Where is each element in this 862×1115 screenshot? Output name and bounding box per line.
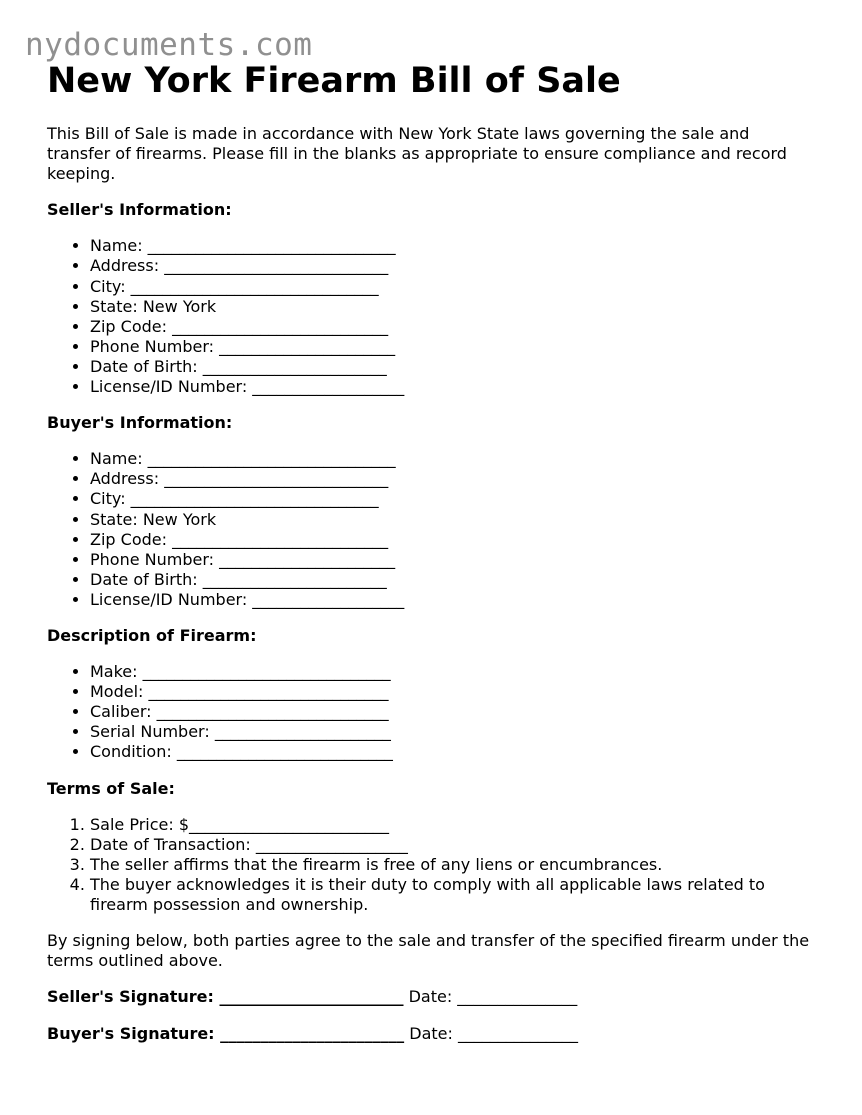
- seller-phone-field: • Phone Number: ______________________: [90, 337, 817, 357]
- watermark: nydocuments.com: [25, 27, 313, 63]
- terms-transaction-date: 2. Date of Transaction: ___________________: [90, 835, 817, 855]
- seller-state-field: • State: New York: [90, 297, 817, 317]
- seller-signature-label: Seller's Signature: _______________________: [47, 987, 404, 1007]
- seller-zip-field: • Zip Code: ___________________________: [90, 317, 817, 337]
- firearm-condition-field: • Condition: ___________________________: [90, 742, 817, 762]
- page-title: New York Firearm Bill of Sale: [47, 61, 621, 101]
- seller-license-field: • License/ID Number: ___________________: [90, 377, 817, 397]
- seller-signature-line: [47, 987, 817, 1007]
- buyer-zip-field: • Zip Code: ___________________________: [90, 530, 817, 550]
- firearm-heading: Description of Firearm:: [47, 625, 257, 645]
- terms-heading: Terms of Sale:: [47, 778, 175, 798]
- intro-paragraph: This Bill of Sale is made in accordance with New York State laws governing the sale and transfer of firearms. Please fill in the blanks as appropriate to ensure compliance and record keeping.: [47, 124, 787, 184]
- terms-buyer-acknowledgement: 4. The buyer acknowledges it is their duty to comply with all applicable laws related to firearm possession and ownership.: [90, 875, 817, 915]
- seller-dob-field: • Date of Birth: _______________________: [90, 357, 817, 377]
- seller-name-field: • Name: _______________________________: [90, 236, 817, 256]
- buyer-state-field: • State: New York: [90, 510, 817, 530]
- buyer-name-field: • Name: _______________________________: [90, 449, 817, 469]
- seller-address-field: • Address: ____________________________: [90, 256, 817, 276]
- buyer-signature-line: [47, 1024, 817, 1044]
- document-body: [47, 124, 817, 1061]
- terms-list: [47, 815, 817, 915]
- buyer-phone-field: • Phone Number: ______________________: [90, 550, 817, 570]
- seller-signature-date: Date: _______________: [403, 987, 578, 1007]
- firearm-fields-list: [47, 662, 817, 762]
- buyer-fields-list: [47, 449, 817, 610]
- buyer-dob-field: • Date of Birth: _______________________: [90, 570, 817, 590]
- firearm-model-field: • Model: ______________________________: [90, 682, 817, 702]
- terms-seller-affirmation: 3. The seller affirms that the firearm is free of any liens or encumbrances.: [90, 855, 817, 875]
- buyer-signature-date: Date: _______________: [404, 1024, 578, 1044]
- buyer-signature-label: Buyer's Signature: _______________________: [47, 1024, 405, 1044]
- buyer-address-field: • Address: ____________________________: [90, 469, 817, 489]
- firearm-caliber-field: • Caliber: _____________________________: [90, 702, 817, 722]
- firearm-serial-field: • Serial Number: ______________________: [90, 722, 817, 742]
- seller-city-field: • City: _______________________________: [90, 277, 817, 297]
- seller-fields-list: [47, 236, 817, 397]
- buyer-city-field: • City: _______________________________: [90, 489, 817, 509]
- terms-sale-price: 1. Sale Price: $_________________________: [90, 815, 817, 835]
- buyer-heading: Buyer's Information:: [47, 413, 233, 433]
- buyer-license-field: • License/ID Number: ___________________: [90, 590, 817, 610]
- closing-paragraph: By signing below, both parties agree to the sale and transfer of the specified firearm under the terms outlined above.: [47, 931, 810, 971]
- seller-heading: Seller's Information:: [47, 200, 232, 220]
- firearm-make-field: • Make: _______________________________: [90, 662, 817, 682]
